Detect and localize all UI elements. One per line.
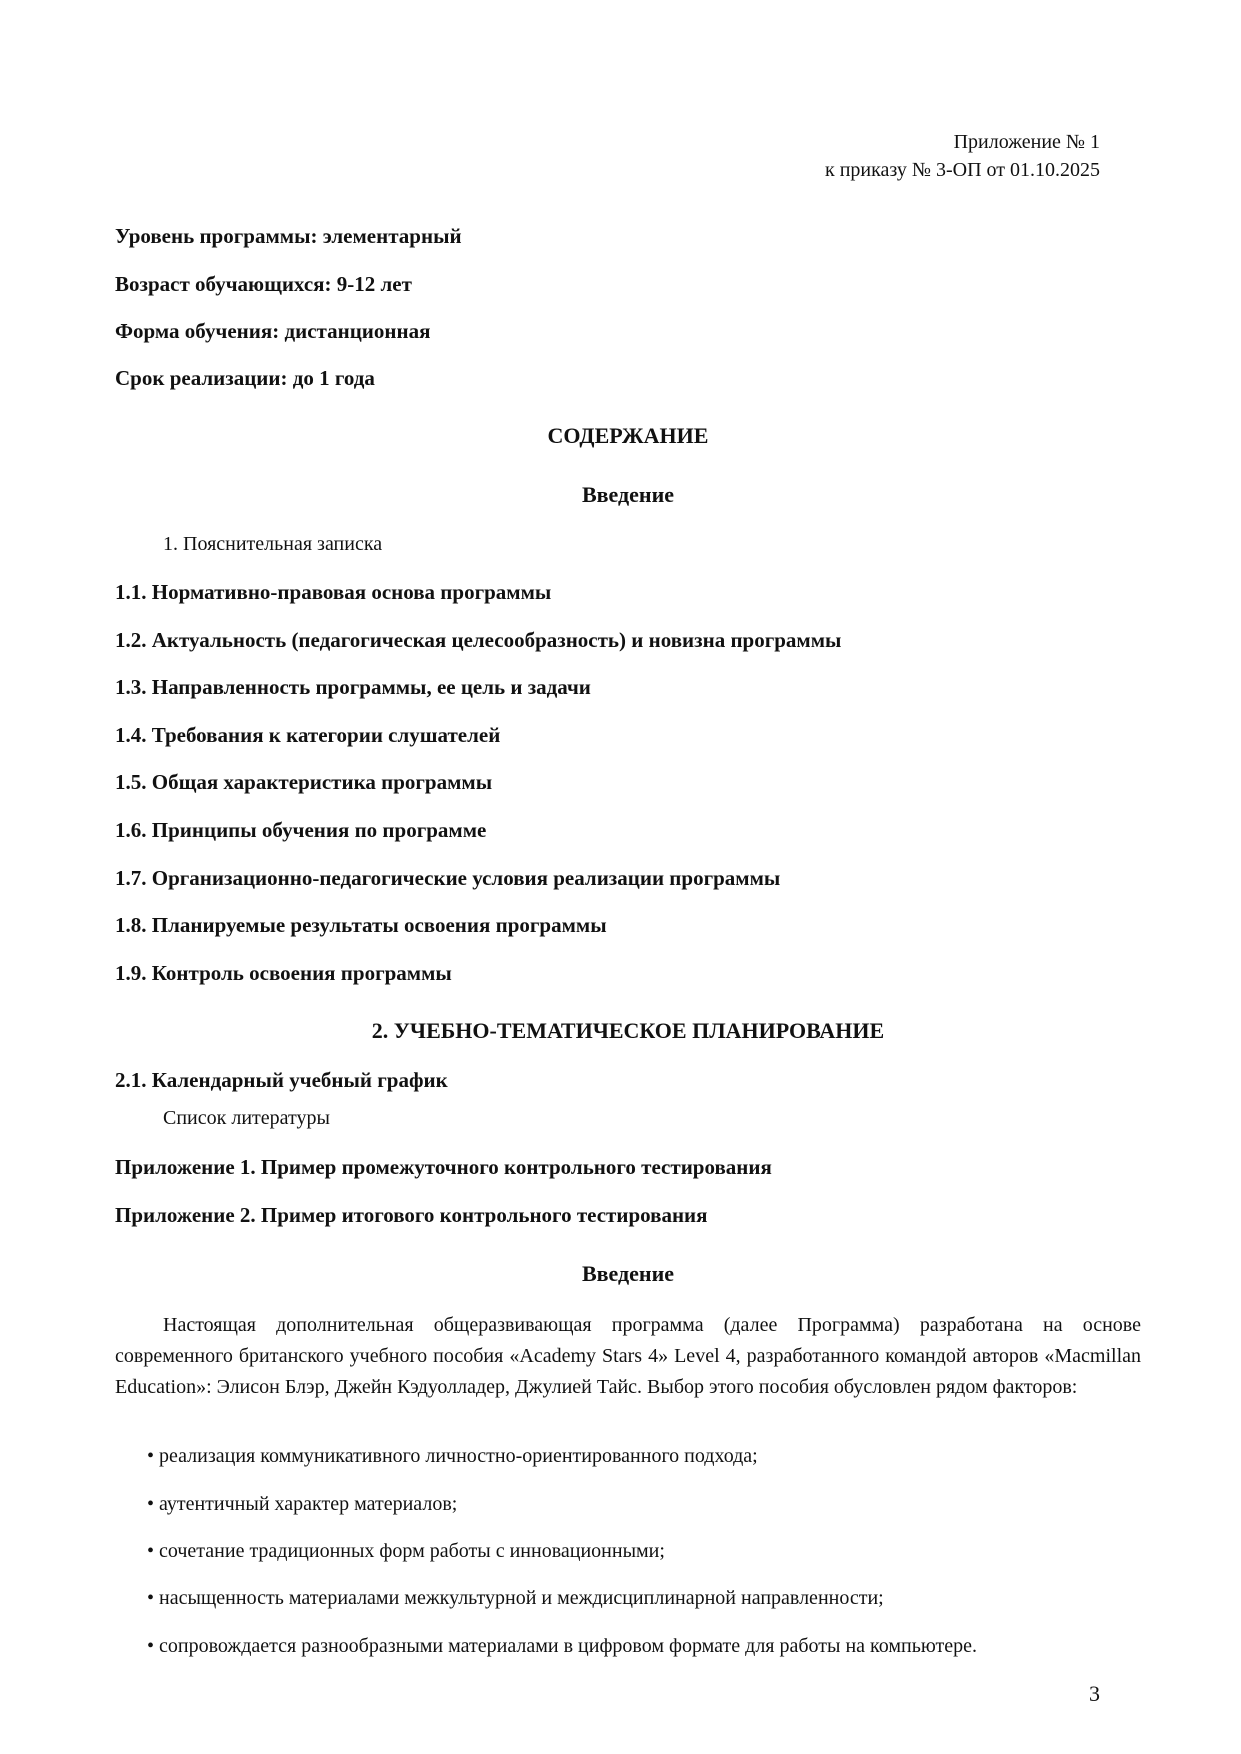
intro-bullet-3: • сочетание традиционных форм работы с инновационными; xyxy=(147,1540,665,1562)
intro-paragraph: Настоящая дополнительная общеразвивающая программа (далее Программа) разработана на основе современного британского учебного пособия «Academy Stars 4» Level 4, разработанного командой авторов «Macmillan Education»: Элисон Блэр, Джейн Кэдуолладер, Джулией Тайс. Выбор этого пособия обусловлен рядом факторов: xyxy=(115,1314,1141,1398)
toc-item-1-6: 1.6. Принципы обучения по программе xyxy=(115,818,487,842)
implementation-term: Срок реализации: до 1 года xyxy=(115,366,375,390)
toc-item-1-4: 1.4. Требования к категории слушателей xyxy=(115,723,501,747)
toc-section-2: 2. УЧЕБНО-ТЕМАТИЧЕСКОЕ ПЛАНИРОВАНИЕ xyxy=(371,1018,885,1043)
toc-item-2-1: 2.1. Календарный учебный график xyxy=(115,1068,448,1092)
toc-item-1-5: 1.5. Общая характеристика программы xyxy=(115,770,493,794)
toc-literature: Список литературы xyxy=(163,1107,330,1129)
toc-item-1-8: 1.8. Планируемые результаты освоения программы xyxy=(115,913,607,937)
toc-item-1: 1. Пояснительная записка xyxy=(163,533,383,555)
intro-bullet-2: • аутентичный характер материалов; xyxy=(147,1493,458,1515)
appendix-line-1: Приложение № 1 xyxy=(953,131,1100,153)
toc-item-1-2: 1.2. Актуальность (педагогическая целесообразность) и новизна программы xyxy=(115,628,842,652)
appendix-line-2: к приказу № 3-ОП от 01.10.2025 xyxy=(825,159,1100,181)
intro-bullet-4: • насыщенность материалами межкультурной и междисциплинарной направленности; xyxy=(147,1587,884,1609)
intro-bullet-1: • реализация коммуникативного личностно-ориентированного подхода; xyxy=(147,1445,758,1467)
page-number: 3 xyxy=(1089,1681,1100,1706)
student-age: Возраст обучающихся: 9-12 лет xyxy=(115,272,412,296)
toc-appendix-1: Приложение 1. Пример промежуточного контрольного тестирования xyxy=(115,1155,772,1179)
toc-appendix-2: Приложение 2. Пример итогового контрольного тестирования xyxy=(115,1203,708,1227)
toc-title: СОДЕРЖАНИЕ xyxy=(547,423,709,448)
toc-intro-heading: Введение xyxy=(581,482,675,507)
toc-item-1-9: 1.9. Контроль освоения программы xyxy=(115,961,452,985)
toc-item-1-1: 1.1. Нормативно-правовая основа программы xyxy=(115,580,552,604)
toc-item-1-7: 1.7. Организационно-педагогические условия реализации программы xyxy=(115,866,781,890)
study-form: Форма обучения: дистанционная xyxy=(115,319,431,343)
intro-heading: Введение xyxy=(581,1261,675,1286)
program-level: Уровень программы: элементарный xyxy=(115,224,462,248)
appendix-reference xyxy=(825,128,1100,184)
toc-item-1-3: 1.3. Направленность программы, ее цель и задачи xyxy=(115,675,591,699)
intro-bullet-5: • сопровождается разнообразными материалами в цифровом формате для работы на компьютере. xyxy=(147,1635,978,1657)
